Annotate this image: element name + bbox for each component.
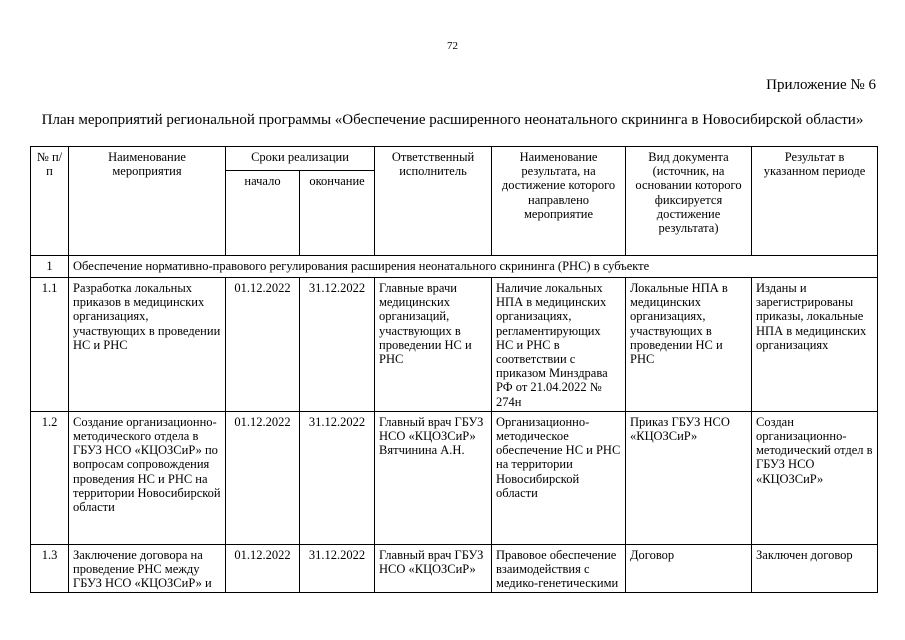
row-result-name: Наличие локальных НПА в медицинских организациях, регламентирующих НС и РНС в соответствии с приказом Минздрава РФ от 21.04.2022 № 274н	[492, 278, 626, 412]
header-doc-type: Вид документа (источник, на основании которого фиксируется достижение результата)	[626, 147, 752, 256]
row-start: 01.12.2022	[226, 411, 300, 544]
row-start: 01.12.2022	[226, 544, 300, 593]
row-responsible: Главные врачи медицинских организаций, участвующих в проведении НС и РНС	[375, 278, 492, 412]
row-responsible: Главный врач ГБУЗ НСО «КЦОЗСиР»	[375, 544, 492, 593]
row-doc-type: Договор	[626, 544, 752, 593]
header-responsible: Ответственный исполнитель	[375, 147, 492, 256]
plan-table	[30, 146, 878, 593]
document-title: План мероприятий региональной программы «Обеспечение расширенного неонатального скрининга в Новосибирской области»	[41, 112, 864, 128]
row-result: Заключен договор	[752, 544, 878, 593]
row-num: 1.2	[31, 411, 69, 544]
page-number: 72	[447, 40, 458, 52]
table-row	[31, 544, 878, 593]
row-name: Разработка локальных приказов в медицинских организациях, участвующих в проведении НС и РНС	[69, 278, 226, 412]
row-name: Создание организационно-методического отдела в ГБУЗ НСО «КЦОЗСиР» по вопросам сопровождения проведения НС и РНС на территории Новосибирской области	[69, 411, 226, 544]
appendix-label: Приложение № 6	[766, 77, 876, 93]
header-row	[31, 147, 878, 171]
header-result: Результат в указанном периоде	[752, 147, 878, 256]
row-end: 31.12.2022	[300, 544, 375, 593]
row-end: 31.12.2022	[300, 278, 375, 412]
header-start: начало	[226, 171, 300, 256]
row-name: Заключение договора на проведение РНС между ГБУЗ НСО «КЦОЗСиР» и	[69, 544, 226, 593]
section-title: Обеспечение нормативно-правового регулирования расширения неонатального скрининга (РНС) в субъекте	[69, 256, 878, 278]
table-row	[31, 411, 878, 544]
section-num: 1	[31, 256, 69, 278]
row-num: 1.1	[31, 278, 69, 412]
row-doc-type: Локальные НПА в медицинских организациях, участвующих в проведении НС и РНС	[626, 278, 752, 412]
row-responsible: Главный врач ГБУЗ НСО «КЦОЗСиР» Вятчинина А.Н.	[375, 411, 492, 544]
header-end: окончание	[300, 171, 375, 256]
header-num: № п/п	[31, 147, 69, 256]
header-result-name: Наименование результата, на достижение которого направлено мероприятие	[492, 147, 626, 256]
row-end: 31.12.2022	[300, 411, 375, 544]
header-terms: Сроки реализации	[226, 147, 375, 171]
section-row	[31, 256, 878, 278]
row-result: Изданы и зарегистрированы приказы, локальные НПА в медицинских организациях	[752, 278, 878, 412]
row-num: 1.3	[31, 544, 69, 593]
header-name: Наименование мероприятия	[69, 147, 226, 256]
table-row	[31, 278, 878, 412]
row-doc-type: Приказ ГБУЗ НСО «КЦОЗСиР»	[626, 411, 752, 544]
row-result: Создан организационно-методический отдел в ГБУЗ НСО «КЦОЗСиР»	[752, 411, 878, 544]
row-start: 01.12.2022	[226, 278, 300, 412]
row-result-name: Организационно-методическое обеспечение НС и РНС на территории Новосибирской области	[492, 411, 626, 544]
row-result-name: Правовое обеспечение взаимодействия с медико-генетическими	[492, 544, 626, 593]
